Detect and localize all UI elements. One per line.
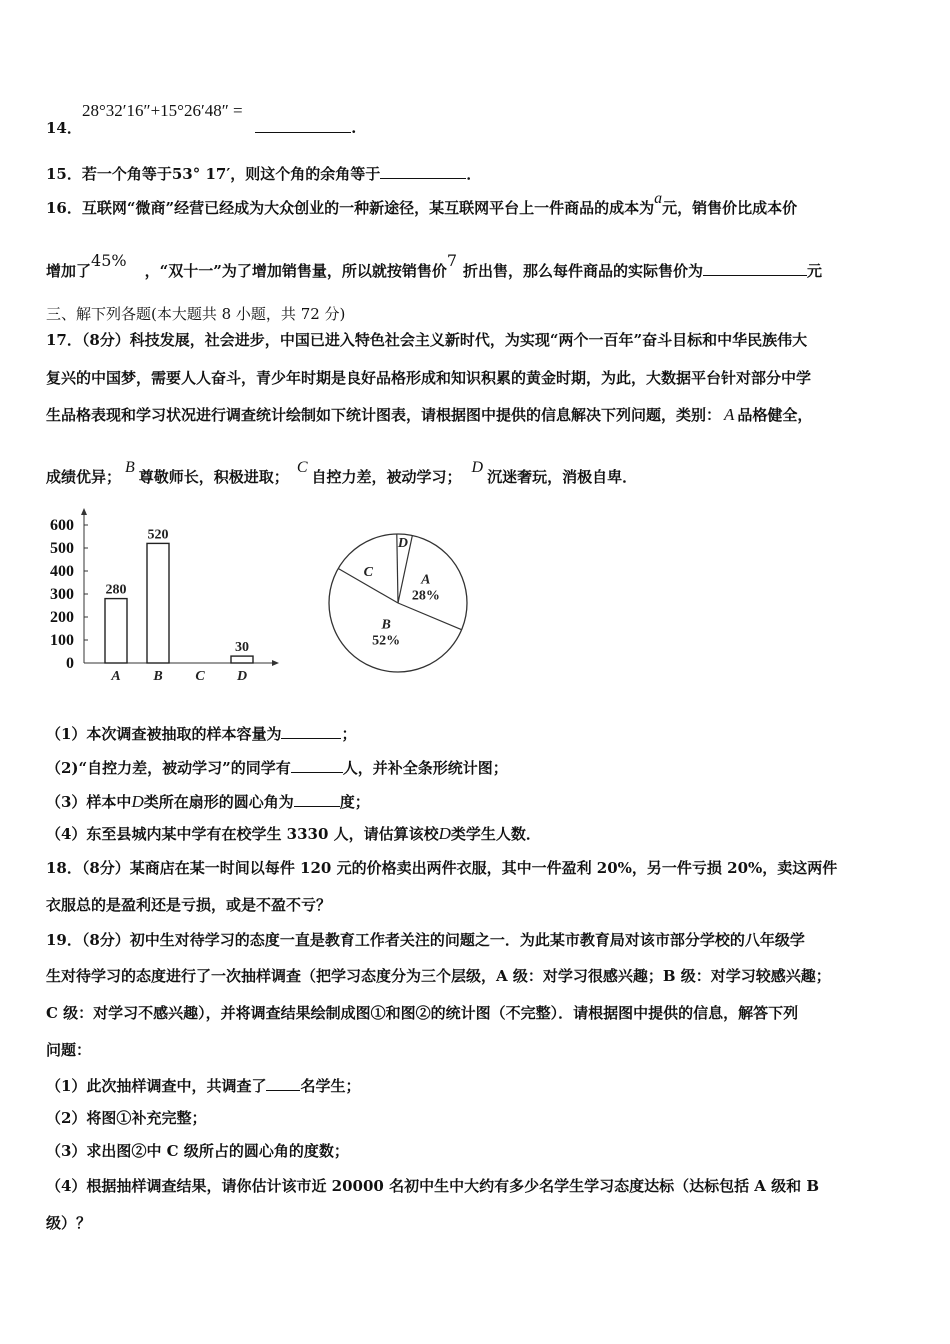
q19-sub-4-line-2: 级）？ [46, 1214, 92, 1232]
q19-line-1: 19．（8分）初中生对待学习的态度一直是教育工作者关注的问题之一．为此某市教育局对该市部分学校的八年级学 [46, 931, 805, 949]
q15-answer-blank[interactable] [380, 162, 466, 179]
pie-label-C: C [363, 565, 373, 581]
q17-sub3-blank[interactable] [294, 790, 340, 807]
bar-chart-bars [105, 543, 253, 663]
q17-sub2-blank[interactable] [291, 756, 343, 773]
q17-sub-1: （1）本次调查被抽取的样本容量为 ； [46, 722, 904, 744]
q17-cat-a: A [724, 405, 735, 424]
y-tick-label: 0 [66, 655, 74, 672]
y-tick-label: 600 [50, 517, 74, 534]
category-label: A [111, 669, 121, 684]
x-axis-arrow [272, 660, 279, 666]
y-tick-label: 300 [50, 586, 74, 603]
q17-sub-2: （2)“自控力差，被动学习”的同学有 人，并补全条形统计图； [46, 756, 904, 778]
category-label: D [236, 669, 248, 684]
q18-line-2: 衣服总的是盈利还是亏损，或是不盈不亏？ [46, 896, 332, 914]
q16-seven: 7 [446, 251, 458, 270]
q17-cat-b: B [125, 459, 135, 476]
q17-line-4: 成绩优异；B尊敬师长，积极进取；C自控力差，被动学习；D沉迷奢玩，消极自卑． [46, 459, 638, 486]
q19-line-2: 生对待学习的态度进行了一次抽样调查（把学习态度分为三个层级，A 级：对学习很感兴趣；B 级：对学习较感兴趣； [46, 967, 831, 985]
bar-chart-ticks [50, 517, 88, 672]
q15-line: 15．若一个角等于53° 17′，则这个角的余角等于 ． [46, 162, 904, 184]
q19-sub-2: （2）将图①补充完整； [46, 1109, 207, 1127]
q16-var-a: a [654, 190, 663, 207]
q16-line-2: 增加了45%，“双十一”为了增加销售量，所以就按销售价7折出售，那么每件商品的实际售价为 元 [46, 251, 823, 280]
q17-sub-3: （3）样本中D类所在扇形的圆心角为 度； [46, 792, 370, 811]
q17-sub-4: （4）东至县城内某中学有在校学生 3330 人，请估算该校D类学生人数． [46, 824, 541, 843]
q14-number: 14． [46, 119, 82, 137]
q19-sub1-blank[interactable] [266, 1074, 300, 1091]
bar-D [231, 656, 253, 663]
q16-line-1: 16．互联网“微商”经营已经成为大众创业的一种新途径，某互联网平台上一件商品的成本为a元，销售价比成本价 [46, 190, 798, 217]
q19-line-4: 问题： [46, 1041, 92, 1059]
q16-answer-blank[interactable] [703, 259, 807, 276]
section-3-heading: 三、解下列各题(本大题共 8 小题，共 72 分) [46, 305, 346, 323]
y-tick-label: 400 [50, 563, 74, 580]
pie-value-label: 28% [411, 588, 440, 604]
y-axis-arrow [81, 508, 87, 515]
bar-B [147, 543, 169, 663]
category-label: C [195, 669, 205, 684]
bar-data-label: 280 [105, 582, 127, 598]
q17-cat-c: C [296, 459, 308, 476]
q17-line-3: 生品格表现和学习状况进行调查统计绘制如下统计图表，请根据图中提供的信息解决下列问题，类别： A 品格健全， [46, 405, 813, 424]
bar-data-label: 30 [235, 640, 249, 656]
pie-value-label: 52% [372, 633, 401, 649]
pie-chart-slices [329, 534, 467, 672]
pie-chart [320, 525, 480, 685]
q16-percent: 45% [91, 251, 127, 270]
q19-sub-4-line-1: （4）根据抽样调查结果，请你估计该市近 20000 名初中生中大约有多少名学生学习态度达标（达标包括 A 级和 B [46, 1177, 820, 1195]
q17-line-1: 17．（8分）科技发展，社会进步，中国已进入特色社会主义新时代，为实现“两个一百年”奋斗目标和中华民族伟大 [46, 331, 808, 349]
q17-cat-d: D [471, 459, 484, 476]
q19-sub-3: （3）求出图②中 C 级所占的圆心角的度数； [46, 1142, 349, 1160]
y-tick-label: 500 [50, 540, 74, 557]
pie-label-B: B [381, 617, 391, 633]
pie-label-D: D [397, 536, 408, 552]
y-tick-label: 200 [50, 609, 74, 626]
category-label: B [153, 669, 163, 684]
q14-answer-blank[interactable] [255, 116, 351, 133]
pie-label-A: A [421, 572, 431, 588]
q15-text: 15．若一个角等于53° 17′，则这个角的余角等于 [46, 165, 381, 183]
q18-line-1: 18．（8分）某商店在某一时间以每件 120 元的价格卖出两件衣服，其中一件盈利 20%，另一件亏损 20%，卖这两件 [46, 859, 838, 877]
y-tick-label: 100 [50, 632, 74, 649]
q17-sub1-blank[interactable] [281, 722, 341, 739]
bar-A [105, 599, 127, 663]
q19-line-3: C 级：对学习不感兴趣），并将调查结果绘制成图①和图②的统计图（不完整）．请根据图中提供的信息，解答下列 [46, 1004, 799, 1022]
bar-data-label: 520 [147, 527, 169, 543]
q14-expression: 28°32′16″+15°26′48″ = [82, 101, 243, 120]
q19-sub-1: （1）此次抽样调查中，共调查了 名学生； [46, 1074, 904, 1096]
bar-chart-categories [110, 669, 247, 684]
bar-chart [40, 505, 290, 690]
q14-line: 14． . [46, 116, 904, 138]
q17-line-2: 复兴的中国梦，需要人人奋斗，青少年时期是良好品格形成和知识积累的黄金时期，为此，大数据平台针对部分中学 [46, 369, 812, 387]
